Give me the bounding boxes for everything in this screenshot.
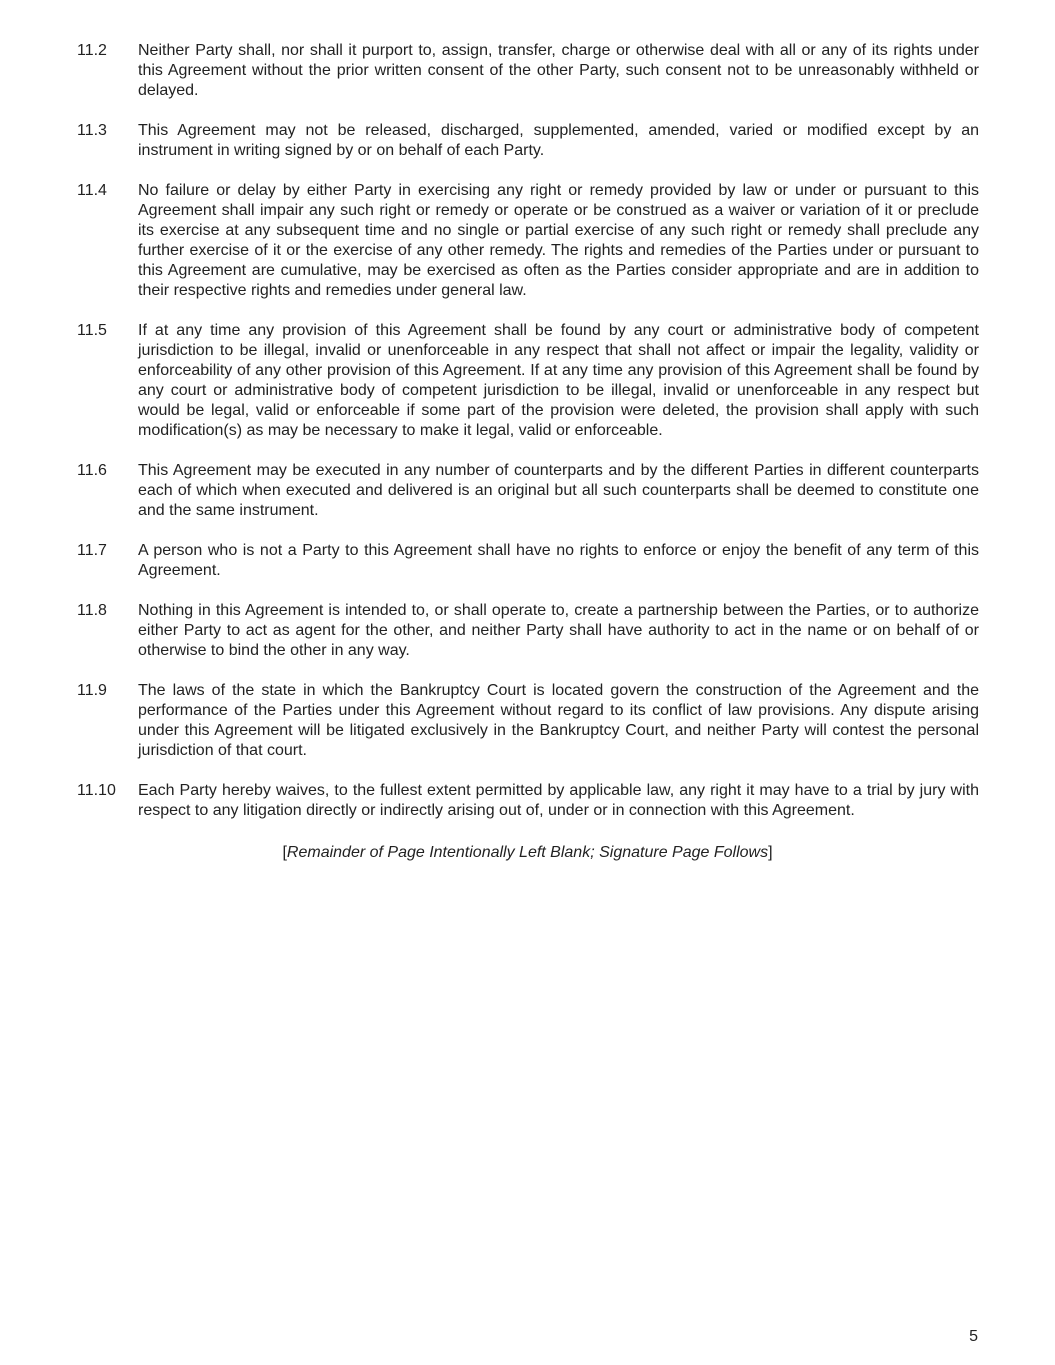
clause-number: 11.2 xyxy=(77,42,107,59)
remainder-note-text: Remainder of Page Intentionally Left Blank; Signature Page Follows xyxy=(286,844,769,861)
close-bracket: ] xyxy=(768,844,773,861)
clause-number: 11.6 xyxy=(77,462,107,479)
clause-text: This Agreement may be executed in any number of counterparts and by the different Parties in different counterparts each of which when executed and delivered is an original but all such counterparts shall be deemed to constitute one and the same instrument. xyxy=(138,462,979,519)
page-number: 5 xyxy=(969,1328,978,1345)
clause-number: 11.4 xyxy=(77,182,107,199)
clause-11-2 xyxy=(77,41,979,101)
clause-number: 11.5 xyxy=(77,322,107,339)
clause-number: 11.8 xyxy=(77,602,107,619)
clause-text: Each Party hereby waives, to the fullest extent permitted by applicable law, any right it may have to a trial by jury with respect to any litigation directly or indirectly arising out of, under or in connection with this Agreement. xyxy=(138,782,979,819)
clause-text: No failure or delay by either Party in exercising any right or remedy provided by law or under or pursuant to this Agreement shall impair any such right or remedy or operate or be construed as a waiver or variation of it or preclude its exercise at any subsequent time and no single or partial exercise of any such right or remedy shall preclude any further exercise of it or the exercise of any other remedy. The rights and remedies of the Parties under or pursuant to this Agreement are cumulative, may be exercised as often as the Parties consider appropriate and are in addition to their respective rights and remedies under general law. xyxy=(138,182,979,299)
clause-11-6 xyxy=(77,461,979,521)
clause-text: Neither Party shall, nor shall it purport to, assign, transfer, charge or otherwise deal with all or any of its rights under this Agreement without the prior written consent of the other Party, such consent not to be unreasonably withheld or delayed. xyxy=(138,42,979,99)
clause-text: The laws of the state in which the Bankruptcy Court is located govern the construction of the Agreement and the performance of the Parties under this Agreement without regard to its conflict of law provisions. Any dispute arising under this Agreement will be litigated exclusively in the Bankruptcy Court, and neither Party will contest the personal jurisdiction of that court. xyxy=(138,682,979,759)
clause-text: This Agreement may not be released, discharged, supplemented, amended, varied or modified except by an instrument in writing signed by or on behalf of each Party. xyxy=(138,122,979,159)
clause-11-5 xyxy=(77,321,979,441)
clause-text: If at any time any provision of this Agreement shall be found by any court or administrative body of competent jurisdiction to be illegal, invalid or unenforceable in any respect that shall not affect or impair the legality, validity or enforceability of any other provision of this Agreement. If at any time any provision of this Agreement shall be found by any court or administrative body of competent jurisdiction to be illegal, invalid or unenforceable in any respect but would be legal, valid or enforceable if some part of the provision were deleted, the provision shall apply with such modification(s) as may be necessary to make it legal, valid or enforceable. xyxy=(138,322,979,439)
clause-text: A person who is not a Party to this Agreement shall have no rights to enforce or enjoy the benefit of any term of this Agreement. xyxy=(138,542,979,579)
clause-number: 11.7 xyxy=(77,542,107,559)
clause-text: Nothing in this Agreement is intended to, or shall operate to, create a partnership between the Parties, or to authorize either Party to act as agent for the other, and neither Party shall have authority to act in the name or on behalf of or otherwise to bind the other in any way. xyxy=(138,602,979,659)
remainder-of-page-note xyxy=(0,843,1055,863)
clause-11-10 xyxy=(77,781,979,821)
clause-number: 11.9 xyxy=(77,682,107,699)
clause-11-9 xyxy=(77,681,979,761)
clause-11-4 xyxy=(77,181,979,301)
clause-11-8 xyxy=(77,601,979,661)
open-bracket: [ xyxy=(282,844,287,861)
clause-number: 11.10 xyxy=(77,782,116,799)
clause-11-3 xyxy=(77,121,979,161)
clause-number: 11.3 xyxy=(77,122,107,139)
clause-11-7 xyxy=(77,541,979,581)
